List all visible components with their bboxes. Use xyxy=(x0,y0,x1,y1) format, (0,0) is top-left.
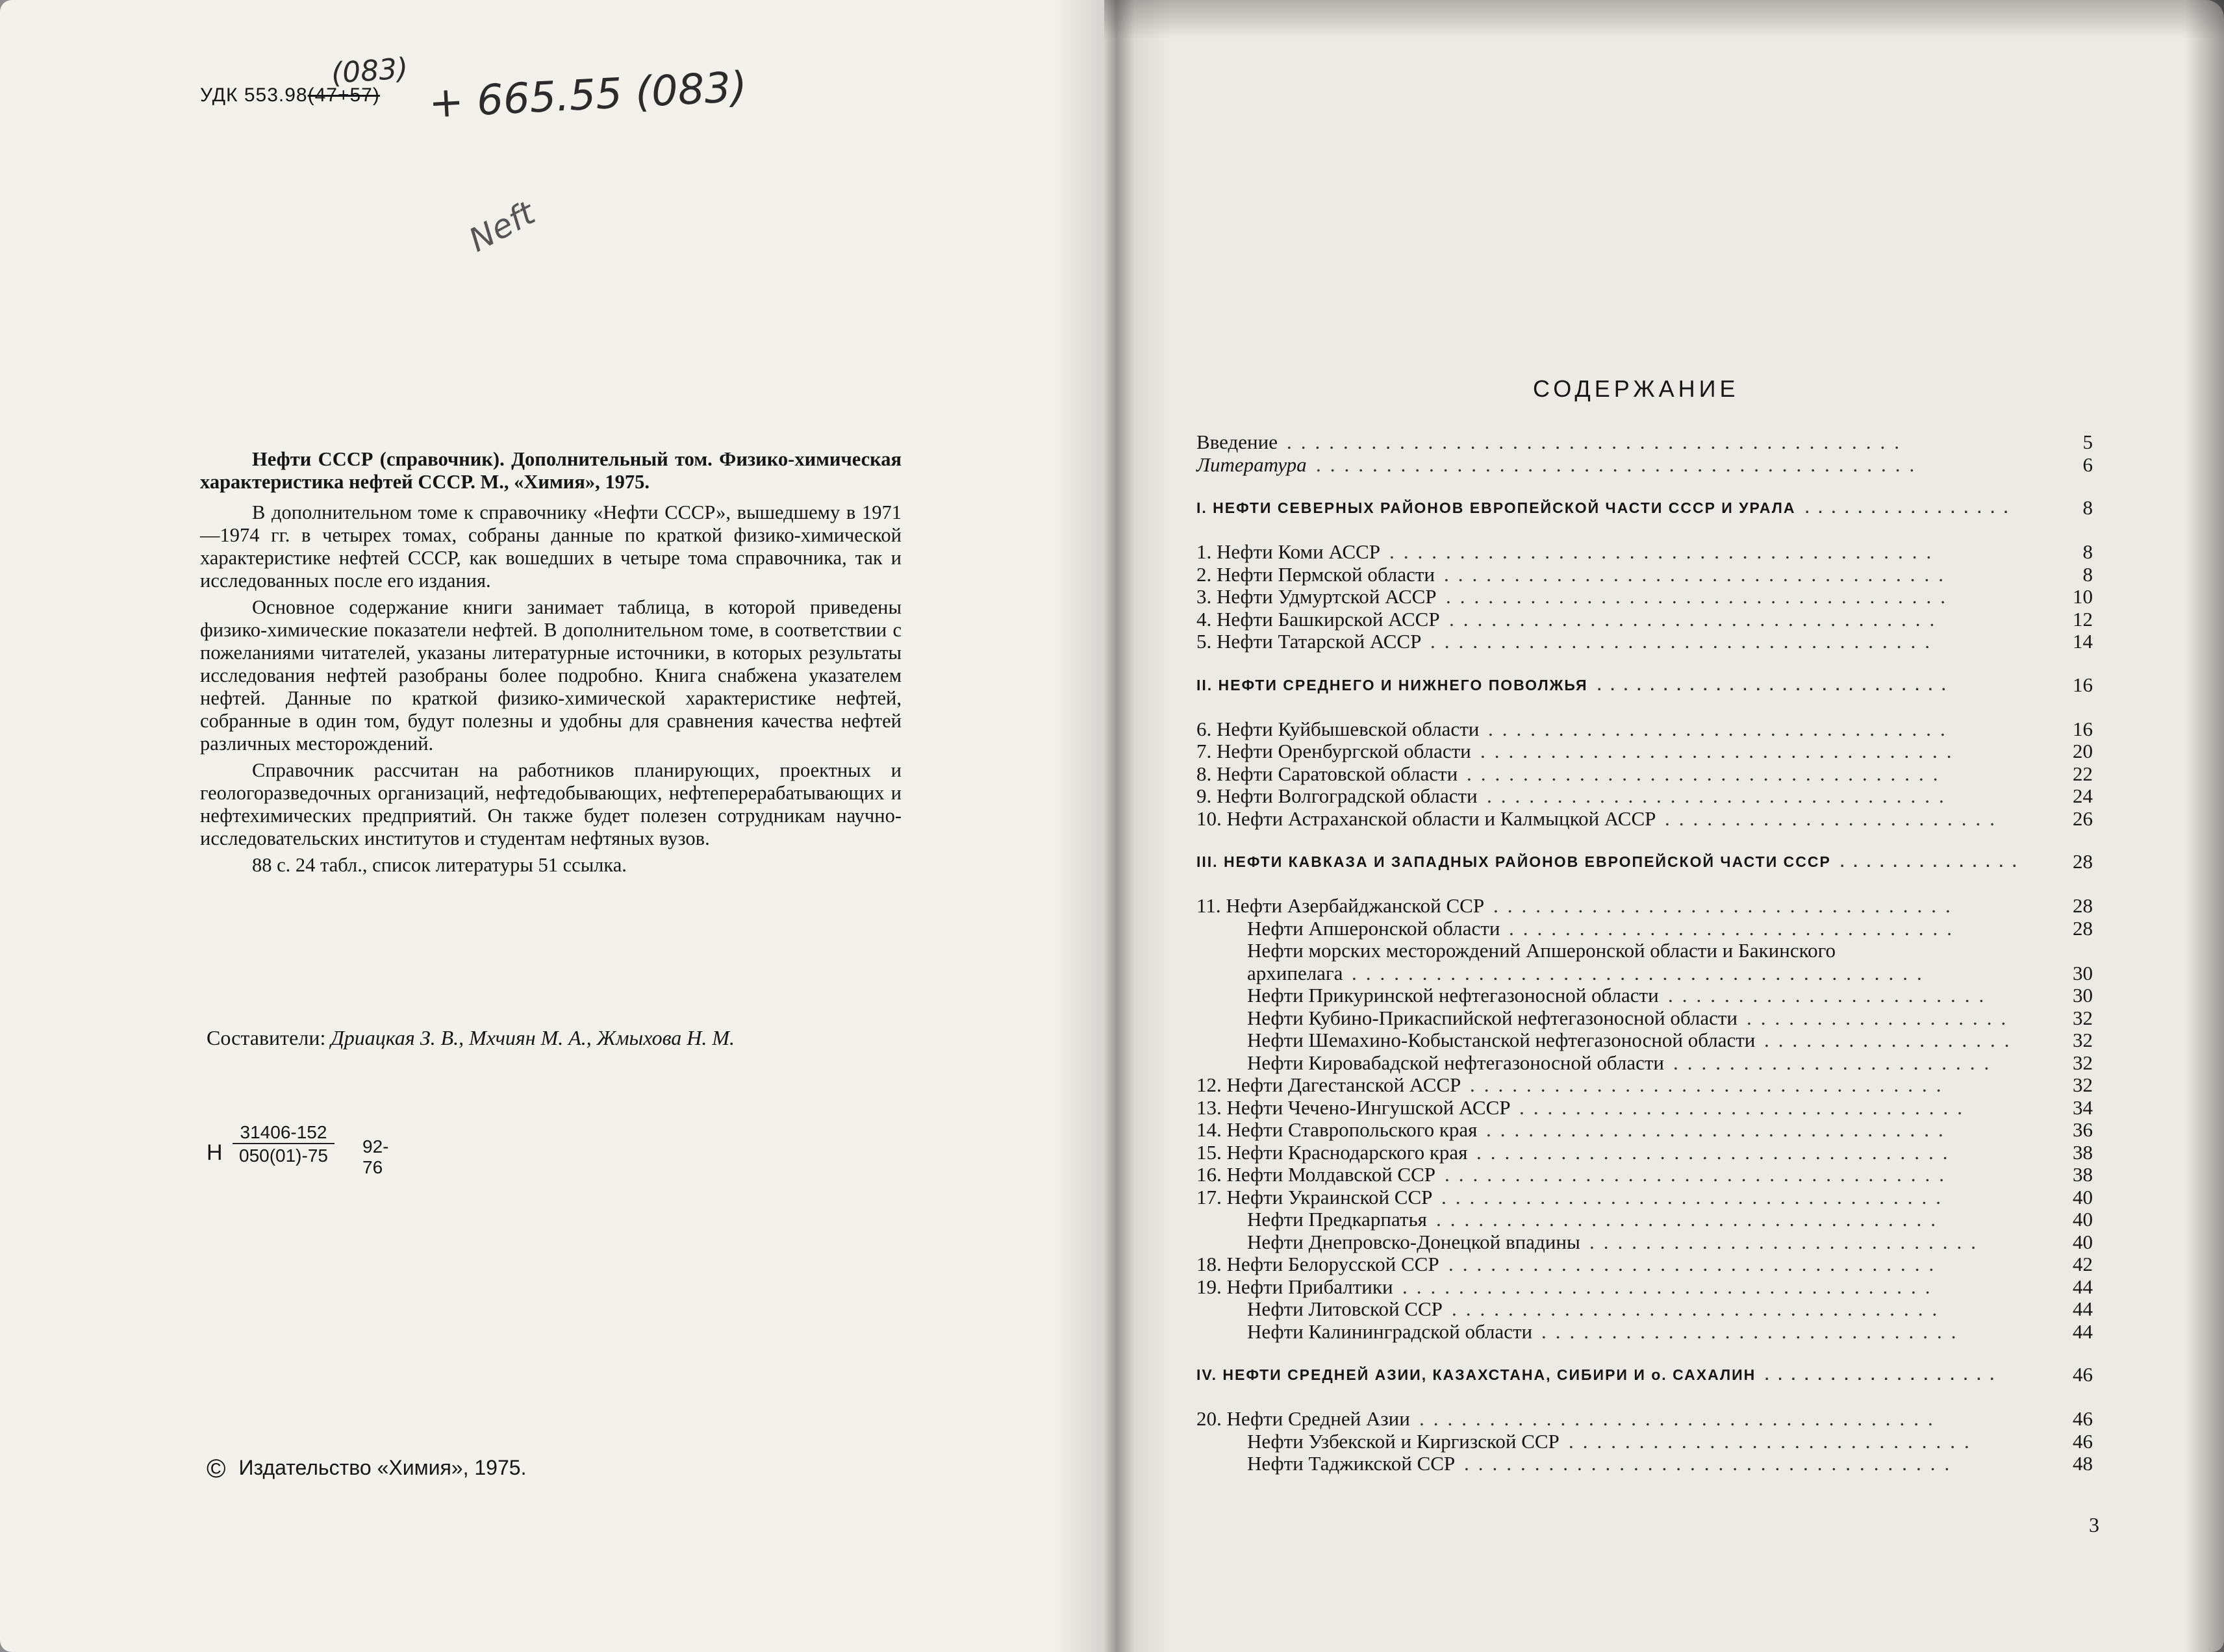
toc-label: 8. Нефти Саратовской области xyxy=(1196,762,1458,785)
abstract-title: Нефти СССР (справочник). Дополнительный том. Физико-химическая характеристика нефтей СССР. М., «Химия», 1975. xyxy=(200,448,902,493)
toc-entry xyxy=(1196,940,2093,962)
toc-page: 32 xyxy=(2073,1006,2093,1029)
toc-gap xyxy=(1196,653,2093,674)
toc-label: III. НЕФТИ КАВКАЗА И ЗАПАДНЫХ РАЙОНОВ ЕВРОПЕЙСКОЙ ЧАСТИ СССР xyxy=(1196,853,1831,870)
toc-dot-leader: ......................................... xyxy=(1352,962,1931,984)
catalog-code-suffix: 92-76 xyxy=(362,1136,389,1177)
toc-entry xyxy=(1196,1052,2093,1075)
table-of-contents xyxy=(1196,431,2093,1475)
toc-gap xyxy=(1196,697,2093,718)
toc-label: 1. Нефти Коми АССР xyxy=(1196,540,1380,563)
toc-dot-leader: .................................... xyxy=(1445,1164,1953,1186)
toc-page: 48 xyxy=(2073,1452,2093,1475)
toc-dot-leader: .................................. xyxy=(1476,1141,1957,1164)
page-edge-shadow xyxy=(1104,0,2224,39)
toc-gap xyxy=(1196,1343,2093,1364)
copyright xyxy=(207,1455,526,1484)
toc-dot-leader: .................................. xyxy=(1470,1074,1951,1096)
toc-page: 46 xyxy=(2073,1429,2093,1453)
toc-label: 5. Нефти Татарской АССР xyxy=(1196,630,1422,653)
toc-entry xyxy=(1196,1074,2093,1097)
toc-entry xyxy=(1196,785,2093,808)
compilers-label: Составители: xyxy=(207,1026,326,1049)
toc-page: 22 xyxy=(2073,762,2093,785)
toc-entry xyxy=(1196,1321,2093,1344)
toc-entry xyxy=(1196,808,2093,831)
toc-page: 44 xyxy=(2073,1320,2093,1343)
toc-page: 8 xyxy=(2082,562,2093,586)
toc-label: Литература xyxy=(1196,453,1307,476)
toc-dot-leader: ............................. xyxy=(1569,1430,1978,1453)
toc-part-heading xyxy=(1196,851,2093,874)
toc-dot-leader: ................................... xyxy=(1448,1253,1943,1275)
toc-label: 19. Нефти Прибалтики xyxy=(1196,1275,1393,1298)
toc-label: Нефти Шемахино-Кобыстанской нефтегазоносной области xyxy=(1247,1029,1756,1051)
toc-entry xyxy=(1196,1029,2093,1052)
toc-page: 36 xyxy=(2073,1118,2093,1141)
toc-dot-leader: .................................. xyxy=(1467,762,1947,785)
handwritten-mark: Neft xyxy=(462,194,541,260)
toc-page: 10 xyxy=(2073,585,2093,608)
toc-dot-leader: ....................................... xyxy=(1389,541,1941,563)
toc-label: Нефти Узбекской и Киргизской ССР xyxy=(1247,1429,1560,1453)
toc-entry xyxy=(1196,1298,2093,1321)
toc-dot-leader: .................................... xyxy=(1441,1186,1950,1208)
toc-label: Нефти Литовской ССР xyxy=(1247,1297,1443,1320)
toc-label: Нефти Таджикской ССР xyxy=(1247,1452,1456,1475)
toc-entry xyxy=(1196,1186,2093,1209)
toc-label: 13. Нефти Чечено-Ингушской АССР xyxy=(1196,1095,1511,1119)
toc-dot-leader: ............................................ xyxy=(1287,431,1908,453)
toc-label: Нефти Калининградской области xyxy=(1247,1320,1533,1343)
toc-page: 30 xyxy=(2073,984,2093,1007)
toc-page: 12 xyxy=(2073,607,2093,631)
toc-label: Нефти Кубино-Прикаспийской нефтегазоносной области xyxy=(1247,1006,1738,1029)
toc-page: 28 xyxy=(2073,894,2093,917)
toc-entry xyxy=(1196,608,2093,631)
toc-label: 16. Нефти Молдавской ССР xyxy=(1196,1163,1436,1186)
catalog-code-letter: Н xyxy=(207,1140,223,1165)
toc-page: 46 xyxy=(2073,1363,2093,1386)
toc-dot-leader: .................................. xyxy=(1480,740,1961,762)
toc-entry xyxy=(1196,1164,2093,1186)
toc-label: Введение xyxy=(1196,431,1278,453)
toc-dot-leader: .................. xyxy=(1764,1029,2019,1051)
compilers xyxy=(207,1026,735,1050)
toc-label: 20. Нефти Средней Азии xyxy=(1196,1407,1410,1430)
toc-gap xyxy=(1196,874,2093,895)
toc-entry xyxy=(1196,1142,2093,1164)
toc-page: 5 xyxy=(2082,431,2093,453)
copyright-icon: © xyxy=(207,1455,226,1483)
toc-page: 42 xyxy=(2073,1253,2093,1275)
toc-label: 7. Нефти Оренбургской области xyxy=(1196,740,1471,762)
toc-dot-leader: ................................... xyxy=(1452,1298,1947,1320)
toc-dot-leader: .............. xyxy=(1840,853,2026,870)
toc-label: Нефти Днепровско-Донецкой впадины xyxy=(1247,1230,1580,1253)
toc-entry xyxy=(1196,1453,2093,1475)
catalog-code-numerator: 31406-152 xyxy=(240,1122,327,1142)
toc-page: 28 xyxy=(2073,916,2093,940)
page-edge-shadow xyxy=(2185,0,2224,1652)
toc-entry xyxy=(1196,1007,2093,1030)
toc-page: 16 xyxy=(2073,717,2093,740)
toc-gap xyxy=(1196,476,2093,497)
toc-label: 17. Нефти Украинской ССР xyxy=(1196,1185,1433,1208)
toc-dot-leader: ................... xyxy=(1747,1007,2016,1029)
toc-label: 2. Нефти Пермской области xyxy=(1196,562,1435,586)
toc-entry xyxy=(1196,962,2093,985)
toc-dot-leader: ....................... xyxy=(1668,984,1993,1007)
toc-page: 32 xyxy=(2073,1073,2093,1096)
toc-entry xyxy=(1196,431,2093,454)
toc-title: СОДЕРЖАНИЕ xyxy=(1533,375,1739,402)
abstract-paragraph: Справочник рассчитан на работников планирующих, проектных и геологоразведочных организаций, нефтедобывающих, нефтеперерабатывающих и нефтехимических предприятий. Он также будет полезен сотрудникам научно-исследовательских институтов и студентам нефтяных вузов. xyxy=(200,759,902,849)
toc-page: 6 xyxy=(2082,453,2093,476)
page-number: 3 xyxy=(2089,1513,2099,1536)
toc-label: 10. Нефти Астраханской области и Калмыцкой АССР xyxy=(1196,807,1656,830)
udk-struck: (47+57) xyxy=(307,84,380,106)
toc-label: 3. Нефти Удмуртской АССР xyxy=(1196,585,1437,608)
toc-dot-leader: ........................................... xyxy=(1316,453,1924,476)
toc-label: Нефти Апшеронской области xyxy=(1247,916,1500,940)
toc-entry xyxy=(1196,763,2093,786)
toc-page: 44 xyxy=(2073,1297,2093,1320)
toc-entry xyxy=(1196,586,2093,608)
toc-page: 40 xyxy=(2073,1185,2093,1208)
toc-page: 46 xyxy=(2073,1407,2093,1430)
toc-gap xyxy=(1196,520,2093,541)
toc-part-heading xyxy=(1196,1364,2093,1387)
toc-part-heading xyxy=(1196,497,2093,520)
toc-gap xyxy=(1196,1387,2093,1408)
toc-page: 8 xyxy=(2082,540,2093,563)
toc-page: 28 xyxy=(2073,850,2093,873)
toc-entry xyxy=(1196,631,2093,653)
toc-page: 32 xyxy=(2073,1029,2093,1051)
toc-label: 9. Нефти Волгоградской области xyxy=(1196,784,1478,807)
toc-gap xyxy=(1196,830,2093,851)
toc-page: 14 xyxy=(2073,630,2093,653)
toc-dot-leader: ................................... xyxy=(1464,1453,1959,1475)
toc-page: 44 xyxy=(2073,1275,2093,1298)
toc-page: 34 xyxy=(2073,1095,2093,1119)
toc-dot-leader: ................................... xyxy=(1449,608,1944,631)
abstract-paragraph: В дополнительном томе к справочнику «Нефти СССР», вышедшему в 1971—1974 гг. в четырех томах, собраны данные по краткой физико-химической характеристике нефтей СССР, как вошедших в четыре тома справочника, так и исследованных после его издания. xyxy=(200,501,902,592)
abstract-paragraph: Основное содержание книги занимает таблица, в которой приведены физико-химические показатели нефтей. В дополнительном томе, в соответствии с пожеланиями читателей, указаны литературные источники, в которых результаты исследования нефтей разобраны более подробно. Книга снабжена указателем нефтей. Данные по краткой физико-химической характеристике нефтей, собранные в один том, будут полезны и удобны для сравнения качества нефтей различных месторождений. xyxy=(200,596,902,755)
toc-entry xyxy=(1196,718,2093,741)
toc-page: 24 xyxy=(2073,784,2093,807)
toc-dot-leader: ................................ xyxy=(1509,917,1961,940)
toc-label: 6. Нефти Куйбышевской области xyxy=(1196,717,1480,740)
copyright-text: Издательство «Химия», 1975. xyxy=(238,1456,527,1479)
toc-page: 38 xyxy=(2073,1140,2093,1164)
toc-entry xyxy=(1196,541,2093,564)
toc-label: 14. Нефти Ставропольского края xyxy=(1196,1118,1478,1141)
toc-page: 26 xyxy=(2073,807,2093,830)
handwritten-above: (083) xyxy=(330,51,409,91)
catalog-code-denominator: 050(01)-75 xyxy=(233,1143,335,1166)
toc-dot-leader: ................ xyxy=(1805,499,2017,516)
toc-dot-leader: ..................................... xyxy=(1419,1408,1942,1430)
toc-page: 40 xyxy=(2073,1230,2093,1253)
toc-label: 18. Нефти Белорусской ССР xyxy=(1196,1253,1439,1275)
toc-entry xyxy=(1196,984,2093,1007)
toc-page: 40 xyxy=(2073,1208,2093,1231)
toc-page: 30 xyxy=(2073,961,2093,984)
toc-label: IV. НЕФТИ СРЕДНЕЙ АЗИИ, КАЗАХСТАНА, СИБИРИ И о. САХАЛИН xyxy=(1196,1366,1756,1383)
toc-label: Нефти Кировабадской нефтегазоносной области xyxy=(1247,1051,1664,1074)
toc-dot-leader: .................................... xyxy=(1430,631,1939,653)
toc-entry xyxy=(1196,1097,2093,1120)
toc-dot-leader: ................................. xyxy=(1487,785,1953,807)
toc-page: 20 xyxy=(2073,740,2093,762)
toc-dot-leader: .................. xyxy=(1765,1366,2004,1383)
abstract-stats: 88 с. 24 табл., список литературы 51 ссылка. xyxy=(252,854,627,876)
toc-entry xyxy=(1196,1119,2093,1142)
toc-label: архипелага xyxy=(1247,961,1343,984)
toc-page: 8 xyxy=(2082,496,2093,519)
toc-dot-leader: .................................... xyxy=(1436,1208,1945,1231)
toc-label: 11. Нефти Азербайджанской ССР xyxy=(1196,894,1485,917)
toc-dot-leader: .............................. xyxy=(1541,1320,1965,1343)
toc-entry xyxy=(1196,1253,2093,1276)
toc-dot-leader: ....................... xyxy=(1673,1051,1999,1074)
toc-page: 32 xyxy=(2073,1051,2093,1074)
toc-label: Нефти Прикуринской нефтегазоносной области xyxy=(1247,984,1659,1007)
toc-page: 16 xyxy=(2073,673,2093,696)
toc-dot-leader: ............................ xyxy=(1589,1231,1985,1253)
toc-dot-leader: ........................ xyxy=(1665,807,2004,830)
toc-label: 15. Нефти Краснодарского края xyxy=(1196,1140,1468,1164)
toc-dot-leader: ...................................... xyxy=(1402,1275,1940,1298)
toc-label: Нефти морских месторождений Апшеронской области и Бакинского xyxy=(1247,939,1836,962)
toc-dot-leader: ................................ xyxy=(1519,1096,1971,1119)
toc-entry xyxy=(1196,1231,2093,1254)
toc-label: II. НЕФТИ СРЕДНЕГО И НИЖНЕГО ПОВОЛЖЬЯ xyxy=(1196,676,1588,694)
abstract xyxy=(200,448,902,877)
toc-dot-leader: .................................... xyxy=(1444,563,1952,586)
toc-page: 38 xyxy=(2073,1163,2093,1186)
toc-label: 12. Нефти Дагестанской АССР xyxy=(1196,1073,1461,1096)
toc-dot-leader: ........................... xyxy=(1597,676,1955,694)
toc-entry xyxy=(1196,895,2093,918)
toc-dot-leader: ................................. xyxy=(1486,1119,1952,1141)
toc-label: 4. Нефти Башкирской АССР xyxy=(1196,607,1440,631)
toc-dot-leader: .................................... xyxy=(1446,586,1954,608)
toc-dot-leader: ................................. xyxy=(1493,895,1960,917)
toc-entry xyxy=(1196,454,2093,477)
toc-part-heading xyxy=(1196,674,2093,697)
toc-entry xyxy=(1196,918,2093,940)
toc-entry xyxy=(1196,564,2093,586)
catalog-code-fraction xyxy=(233,1122,335,1166)
toc-entry xyxy=(1196,1408,2093,1431)
compilers-names: Дриацкая З. В., Мхчиян М. А., Жмыхова Н. М. xyxy=(331,1026,735,1049)
left-page xyxy=(0,0,1104,1652)
udk-prefix: УДК 553.98 xyxy=(200,84,308,106)
toc-entry xyxy=(1196,1276,2093,1299)
handwritten-udk-addition: + 665.55 (083) xyxy=(427,63,748,128)
toc-label: I. НЕФТИ СЕВЕРНЫХ РАЙОНОВ ЕВРОПЕЙСКОЙ ЧАСТИ СССР И УРАЛА xyxy=(1196,499,1796,516)
toc-entry xyxy=(1196,1431,2093,1453)
toc-entry xyxy=(1196,740,2093,763)
toc-entry xyxy=(1196,1208,2093,1231)
toc-label: Нефти Предкарпатья xyxy=(1247,1208,1427,1231)
toc-dot-leader: ................................. xyxy=(1488,718,1954,740)
